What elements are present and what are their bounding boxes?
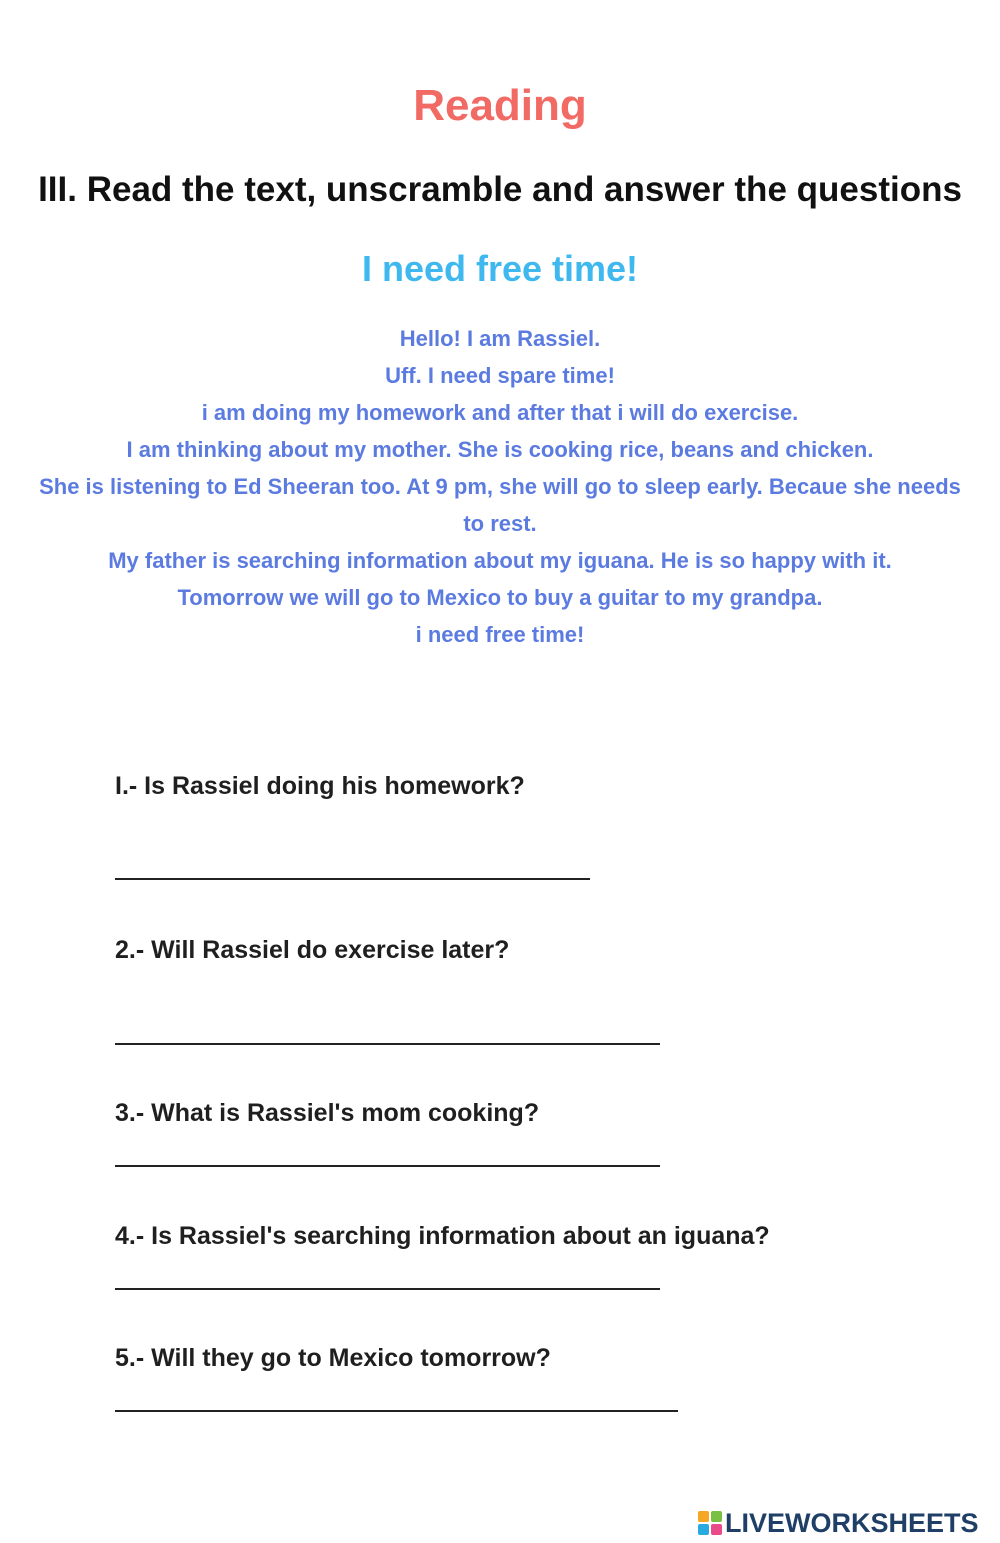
story-line: My father is searching information about my iguana. He is so happy with it. <box>108 548 892 573</box>
liveworksheets-logo-icon <box>698 1511 722 1535</box>
instruction-heading: III. Read the text, unscramble and answer the questions <box>38 170 962 209</box>
answer-field-5[interactable] <box>115 1410 678 1412</box>
question-1: I.- Is Rassiel doing his homework? <box>115 772 525 800</box>
answer-field-1[interactable] <box>115 878 590 880</box>
story-line: Tomorrow we will go to Mexico to buy a guitar to my grandpa. <box>177 585 823 610</box>
story-line: i need free time! <box>415 622 585 647</box>
story-text <box>30 320 970 653</box>
question-3: 3.- What is Rassiel's mom cooking? <box>115 1099 540 1127</box>
story-line: I am thinking about my mother. She is cooking rice, beans and chicken. <box>126 437 874 462</box>
answer-field-4[interactable] <box>115 1288 660 1290</box>
logo-text: LIVEWORKSHEETS <box>725 1507 979 1538</box>
story-line: Uff. I need spare time! <box>385 363 615 388</box>
question-5: 5.- Will they go to Mexico tomorrow? <box>115 1344 551 1372</box>
story-title: I need free time! <box>361 248 639 289</box>
question-2: 2.- Will Rassiel do exercise later? <box>115 936 510 964</box>
answer-field-3[interactable] <box>115 1165 660 1167</box>
page-title: Reading <box>413 81 587 130</box>
story-line: Hello! I am Rassiel. <box>399 326 601 351</box>
answer-field-2[interactable] <box>115 1043 660 1045</box>
question-4: 4.- Is Rassiel's searching information about an iguana? <box>115 1222 770 1250</box>
story-line: i am doing my homework and after that i will do exercise. <box>201 400 799 425</box>
liveworksheets-logo <box>698 1503 979 1543</box>
story-line: She is listening to Ed Sheeran too. At 9 pm, she will go to sleep early. Becaue she needs to rest. <box>39 474 961 536</box>
